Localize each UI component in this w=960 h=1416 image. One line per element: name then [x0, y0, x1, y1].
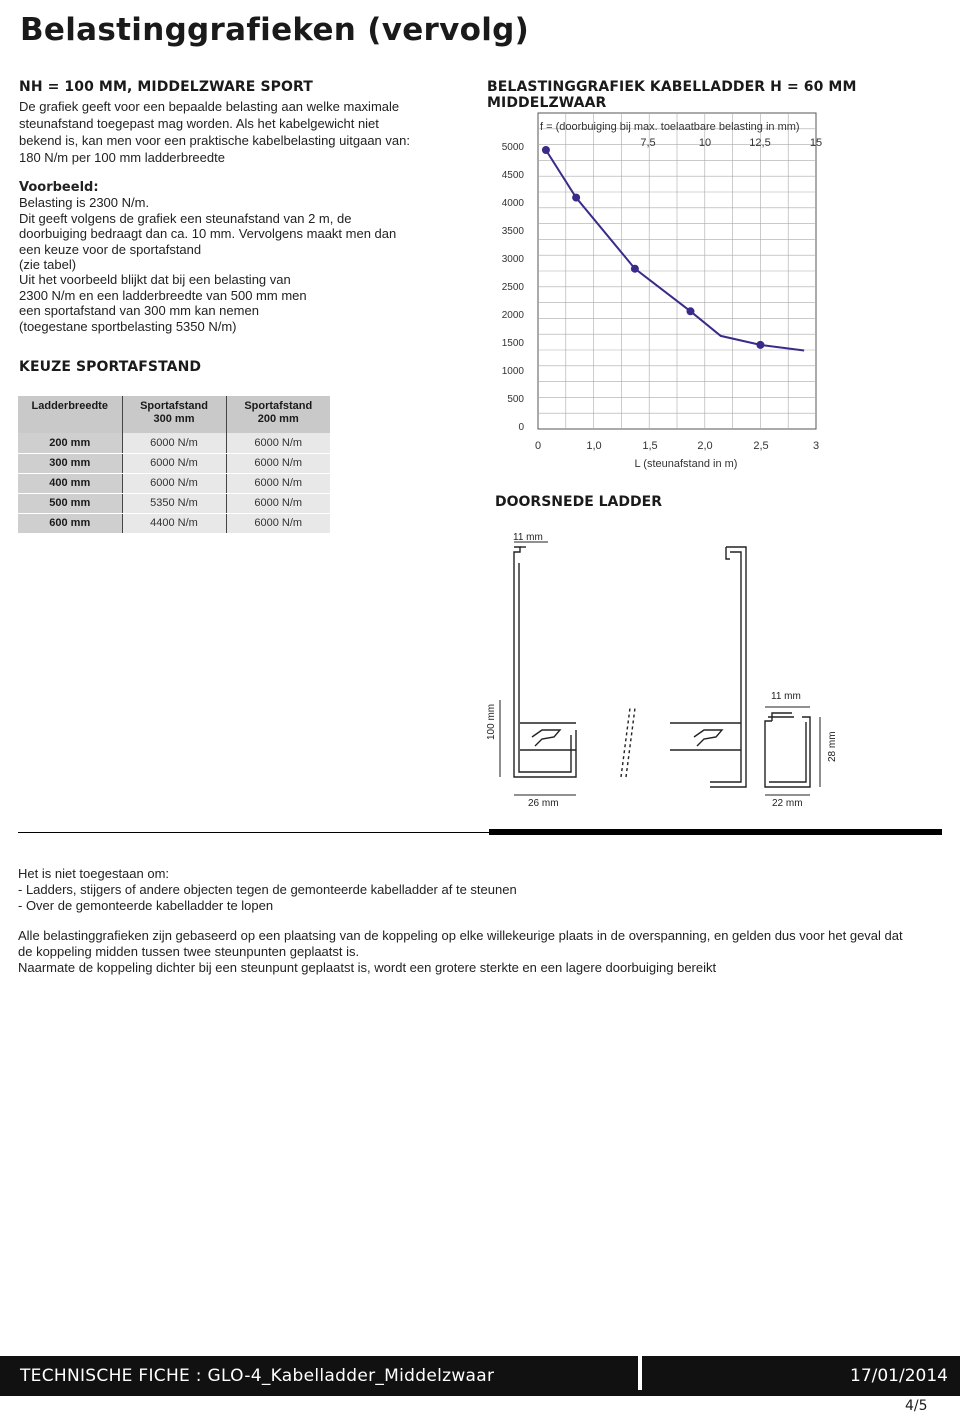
voorbeeld-line: (zie tabel) — [19, 257, 77, 273]
divider-line — [18, 832, 490, 833]
x-tick-label: 2,0 — [697, 440, 713, 452]
break-line — [626, 708, 635, 777]
data-point — [687, 307, 695, 315]
intro-heading: NH = 100 MM, MIDDELZWARE SPORT — [19, 79, 313, 95]
ladder-rail-left — [514, 547, 576, 777]
ladder-lip-right — [726, 547, 730, 559]
voorbeeld-label: Voorbeeld: — [19, 180, 99, 195]
voorbeeld-line: een keuze voor de sportafstand — [19, 241, 202, 257]
data-point — [542, 146, 550, 154]
y-tick-label: 1000 — [501, 366, 524, 377]
y-tick-label: 2000 — [501, 310, 524, 321]
y-tick-label: 2500 — [501, 282, 524, 293]
footer-date: 17/01/2014 — [850, 1366, 948, 1386]
table-cell: 5350 N/m — [122, 493, 226, 513]
voorbeeld-line: Dit geeft volgens de grafiek een steunafstand van 2 m, de — [19, 210, 352, 226]
intro-section — [19, 79, 449, 166]
data-point — [572, 194, 580, 202]
voorbeeld-line: een sportafstand van 300 mm kan nemen — [19, 303, 259, 319]
table-cell: 6000 N/m — [226, 473, 330, 493]
table-row — [18, 453, 330, 473]
ladder-rail-left-inner — [519, 563, 571, 772]
footer-bar — [0, 1356, 960, 1396]
y-tick-label: 5000 — [501, 142, 524, 153]
ladder-rail-right-inner — [710, 552, 741, 782]
data-point — [756, 341, 764, 349]
ladder-outline — [514, 547, 810, 787]
voorbeeld-line: (toegestane sportbelasting 5350 N/m) — [19, 318, 237, 334]
x-tick-label: 2,5 — [753, 440, 769, 452]
table-header-cell: Sportafstand 300 mm — [122, 396, 226, 433]
rung-clip-right — [694, 730, 722, 746]
divider-bar — [489, 829, 942, 835]
series-line — [546, 150, 804, 351]
dim-label-top: 11 mm — [513, 532, 543, 543]
notes-paragraph: Naarmate de koppeling dichter bij een steunpunt geplaatst is, wordt een grotere sterkte en een lagere doorbuiging bereikt — [18, 960, 717, 975]
notes-bullet: - Ladders, stijgers of andere objecten tegen de gemonteerde kabelladder af te steunen — [18, 882, 517, 897]
notes-paragraph: Alle belastinggrafieken zijn gebaseerd op een plaatsing van de koppeling op elke willekeurige plaats in de overspanning, en gelden dus voor het geval dat — [18, 928, 903, 943]
notes-intro: Het is niet toegestaan om: — [18, 866, 170, 881]
y-tick-label: 1500 — [501, 338, 524, 349]
table-cell: 6000 N/m — [122, 473, 226, 493]
y-tick-label: 500 — [507, 394, 524, 405]
dim-label-small-top: 11 mm — [771, 691, 801, 702]
table-cell: 200 mm — [18, 433, 122, 453]
load-chart — [480, 108, 840, 478]
top-tick-label: 12,5 — [749, 137, 771, 149]
voorbeeld-section — [19, 180, 439, 334]
intro-line: 180 N/m per 100 mm ladderbreedte — [19, 150, 225, 165]
table-header-row — [18, 396, 330, 433]
page-title: Belastinggrafieken (vervolg) — [20, 12, 530, 48]
table-cell: 4400 N/m — [122, 513, 226, 533]
keuze-heading: KEUZE SPORTAFSTAND — [19, 359, 202, 375]
intro-line: De grafiek geeft voor een bepaalde belasting aan welke maximale — [19, 99, 400, 114]
intro-line: bekend is, kan men voor een praktische kabelbelasting uitgaan van: — [19, 133, 410, 148]
table-cell: 6000 N/m — [226, 493, 330, 513]
table-cell: 6000 N/m — [226, 453, 330, 473]
data-point — [631, 265, 639, 273]
load-chart-svg — [480, 108, 840, 478]
dim-label-small-side: 28 mm — [827, 731, 838, 762]
break-line — [621, 708, 630, 777]
table-cell: 600 mm — [18, 513, 122, 533]
rung-clip-left — [532, 730, 560, 746]
table-cell: 6000 N/m — [122, 433, 226, 453]
y-tick-label: 4500 — [501, 170, 524, 181]
footer-separator — [638, 1356, 642, 1390]
table-row — [18, 433, 330, 453]
y-tick-label: 0 — [518, 422, 524, 433]
voorbeeld-line: doorbuiging bedraagt dan ca. 10 mm. Vervolgens maakt men dan — [19, 226, 397, 242]
rung-left — [520, 723, 576, 750]
table-row — [18, 493, 330, 513]
ladder-cross-section — [480, 525, 860, 815]
small-profile — [765, 717, 810, 787]
footer-doc-title: TECHNISCHE FICHE : GLO-4_Kabelladder_Middelzwaar — [20, 1366, 495, 1386]
x-tick-label: 3 — [812, 440, 820, 452]
chart-heading: BELASTINGGRAFIEK KABELLADDER H = 60 MM MIDDELZWAAR — [487, 79, 857, 111]
table-cell: 6000 N/m — [226, 513, 330, 533]
dimension-lines — [500, 542, 820, 795]
table-row — [18, 513, 330, 533]
voorbeeld-line: Uit het voorbeeld blijkt dat bij een belasting van — [19, 272, 291, 288]
dim-label-height: 100 mm — [486, 703, 497, 740]
y-tick-label: 4000 — [501, 198, 524, 209]
top-tick-label: 15 — [809, 137, 823, 149]
intro-line: steunafstand toegepast mag worden. Als het kabelgewicht niet — [19, 116, 379, 131]
page-number: 4/5 — [905, 1398, 928, 1414]
doorsnede-heading: DOORSNEDE LADDER — [495, 494, 662, 510]
voorbeeld-line: 2300 N/m en een ladderbreedte van 500 mm men — [19, 287, 307, 303]
intro-text — [19, 98, 449, 166]
table-cell: 6000 N/m — [226, 433, 330, 453]
x-axis-label: L (steunafstand in m) — [634, 458, 738, 470]
dim-label-bottom-left: 26 mm — [528, 798, 559, 809]
table-row — [18, 473, 330, 493]
x-tick-label: 1,0 — [586, 440, 602, 452]
notes-section — [18, 866, 943, 976]
x-tick-label: 1,5 — [642, 440, 658, 452]
y-tick-label: 3500 — [501, 226, 524, 237]
notes-bullet: - Over de gemonteerde kabelladder te lopen — [18, 898, 274, 913]
voorbeeld-line: Belasting is 2300 N/m. — [19, 195, 150, 211]
table-cell: 400 mm — [18, 473, 122, 493]
table-header-cell: Sportafstand 200 mm — [226, 396, 330, 433]
table-cell: 6000 N/m — [122, 453, 226, 473]
table-cell: 300 mm — [18, 453, 122, 473]
sportafstand-table — [18, 396, 330, 534]
notes-paragraph: de koppeling midden tussen twee steunpunten geplaatst is. — [18, 944, 360, 959]
rung-right — [670, 723, 741, 750]
table-header-cell: Ladderbreedte — [18, 396, 122, 433]
dim-label-small-bottom: 22 mm — [772, 798, 803, 809]
top-axis-label: f = (doorbuiging bij max. toelaatbare belasting in mm) — [540, 121, 800, 133]
small-profile-inner — [769, 722, 806, 782]
top-tick-label: 7,5 — [640, 137, 656, 149]
ladder-drawing — [480, 525, 860, 815]
y-tick-label: 3000 — [501, 254, 524, 265]
top-tick-label: 10 — [698, 137, 712, 149]
x-tick-label: 0 — [534, 440, 542, 452]
table-cell: 500 mm — [18, 493, 122, 513]
